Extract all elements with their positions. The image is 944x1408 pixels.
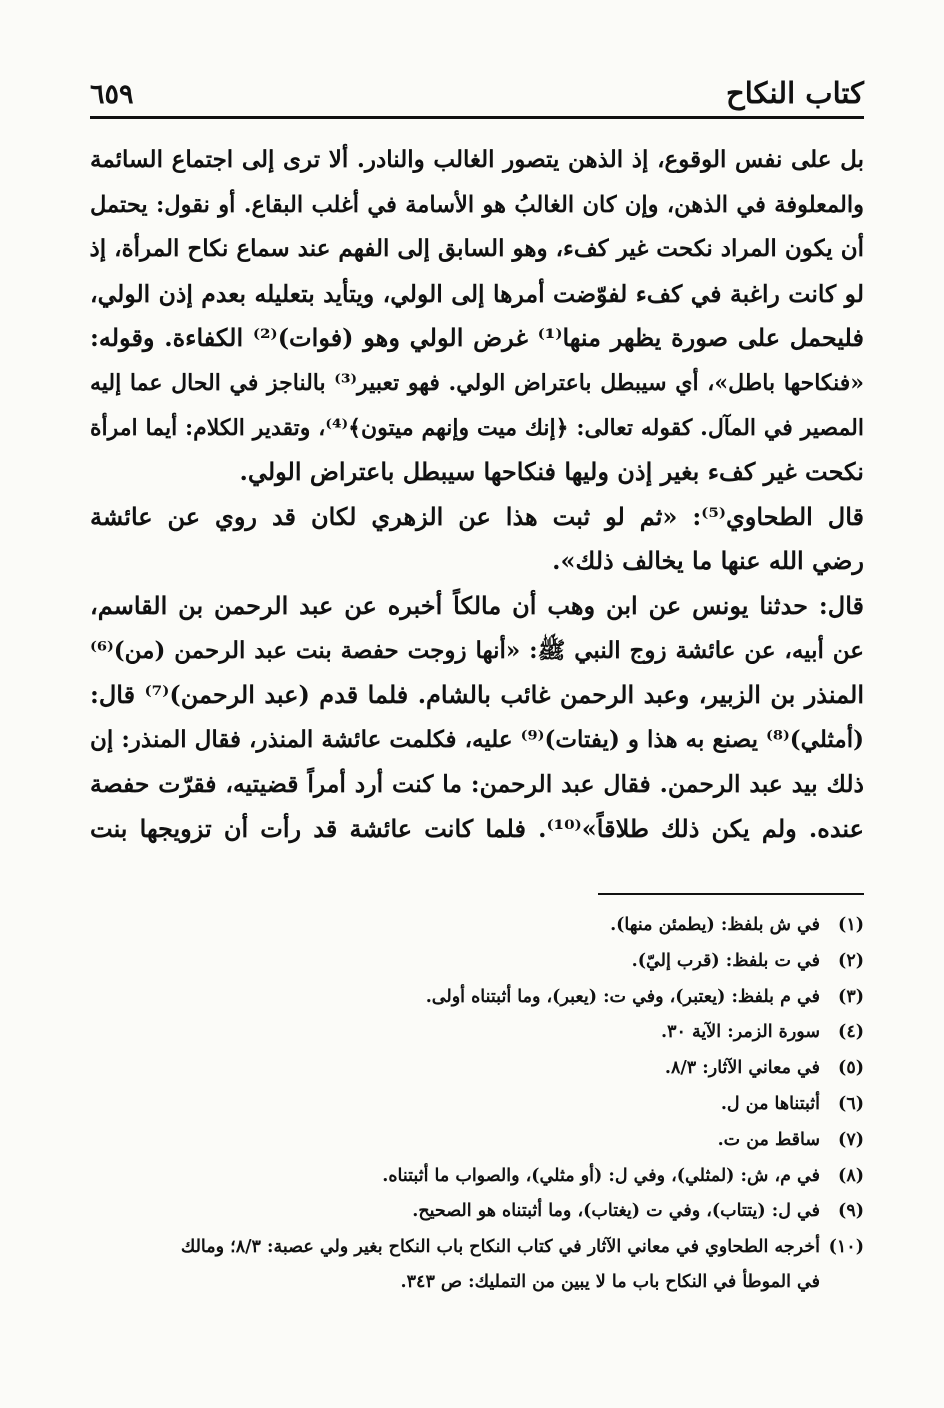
footnote: [90, 1194, 864, 1230]
text-line: قال: حدثنا يونس عن ابن وهب أن مالكاً أخبره عن عبد الرحمن بن القاسم،: [90, 590, 864, 620]
page-number: ٦٥٩: [90, 79, 134, 110]
footnote: [90, 1087, 864, 1123]
footnote-number: (٣): [838, 986, 864, 1007]
footnote: [90, 908, 864, 944]
footnote-text: في معاني الآثار: ٨/٣.: [664, 1058, 820, 1079]
footnote: [90, 944, 864, 980]
footnote-number: (١٠): [828, 1237, 864, 1258]
text-line: لو كانت راغبة في كفء لفوّضت أمرها إلى الولي، ويتأيد بتعليله بعدم إذن الولي،: [90, 279, 864, 308]
text-line: أن يكون المراد نكحت غير كفء، وهو السابق إلى الفهم عند سماع نكاح المرأة، إذ: [89, 235, 864, 263]
running-header: [90, 62, 864, 110]
text-line: قال الطحاوي⁽⁵⁾: «ثم لو ثبت هذا عن الزهري لكان قد روي عن عائشة: [90, 501, 865, 531]
text-line: عنده. ولم يكن ذلك طلاقاً»⁽¹⁰⁾. فلما كانت عائشة قد رأت أن تزويجها بنت: [90, 813, 864, 843]
text-line: ذلك بيد عبد الرحمن. فقال عبد الرحمن: ما كنت أرد أمراً قضيتيه، فقرّت حفصة: [90, 770, 864, 799]
text-line: والمعلوفة في الذهن، وإن كان الغالبُ هو الأسامة في أغلب البقاع. أو نقول: يحتمل: [90, 191, 864, 218]
footnote: [90, 1123, 864, 1159]
footnote-text: أثبتناها من ل.: [720, 1093, 820, 1114]
header-divider: [90, 116, 864, 119]
footnote-number: (٦): [838, 1093, 864, 1114]
footnotes: [90, 908, 864, 1298]
text-line: المصير في المآل. كقوله تعالى: ﴿إنك ميت وإنهم ميتون﴾⁽⁴⁾، وتقدير الكلام: أيما امرأة: [90, 414, 864, 441]
footnote-text: ساقط من ت.: [717, 1129, 820, 1150]
footnote-number: (٤): [838, 1022, 864, 1043]
footnote-divider: [598, 893, 864, 895]
main-text: [90, 138, 864, 852]
text-line: عن أبيه، عن عائشة زوج النبي ﷺ: «أنها زوجت حفصة بنت عبد الرحمن (من)⁽⁶⁾: [90, 636, 864, 664]
text-line: رضي الله عنها ما يخالف ذلك».: [552, 546, 864, 576]
chapter-title: كتاب النكاح: [725, 76, 864, 110]
footnote-text: في م، ش: (لمثلي)، وفي ل: (أو مثلي)، والصواب ما أثبتناه.: [382, 1165, 820, 1186]
footnote-text: في م بلفظ: (يعتبر)، وفي ت: (يعبر)، وما أثبتناه أولى.: [425, 986, 820, 1007]
footnote-number: (١): [838, 915, 864, 935]
footnote: [90, 1159, 864, 1195]
footnote-number: (٨): [838, 1165, 864, 1186]
text-line: بل على نفس الوقوع، إذ الذهن يتصور الغالب والنادر. ألا ترى إلى اجتماع السائمة: [90, 146, 864, 173]
footnote: [90, 1015, 864, 1051]
footnote-text: أخرجه الطحاوي في معاني الآثار في كتاب النكاح باب النكاح بغير ولي عصبة: ٨/٣؛ ومالك: [180, 1237, 820, 1258]
footnote-number: (٩): [838, 1201, 864, 1222]
footnote-text: في ش بلفظ: (يطمئن منها).: [610, 915, 820, 935]
text-line: نكحت غير كفء بغير إذن وليها فنكاحها سيبطل باعتراض الولي.: [239, 457, 864, 487]
footnote-continuation: في الموطأ في النكاح باب ما لا يبين من التمليك: ص ٣٤٣.: [400, 1271, 820, 1292]
footnote: [90, 1051, 864, 1087]
footnote-number: (٥): [838, 1058, 864, 1079]
footnote-text: سورة الزمر: الآية ٣٠.: [661, 1022, 820, 1043]
footnote-number: (٧): [838, 1129, 864, 1150]
footnote: [90, 1230, 864, 1266]
footnote-text: في ل: (يتتاب)، وفي ت (يغتاب)، وما أثبتناه هو الصحيح.: [412, 1201, 820, 1222]
text-line: المنذر بن الزبير، وعبد الرحمن غائب بالشام. فلما قدم (عبد الرحمن)⁽⁷⁾ قال:: [90, 680, 864, 710]
text-line: فليحمل على صورة يظهر منها⁽¹⁾ غرض الولي وهو (فوات)⁽²⁾ الكفاءة. وقوله:: [90, 323, 864, 353]
text-line: «فنكاحها باطل»، أي سيبطل باعتراض الولي. فهو تعبير⁽³⁾ بالناجز في الحال عما إليه: [90, 369, 864, 396]
footnote-text: في ت بلفظ: (قرب إليّ).: [631, 950, 820, 971]
footnote-number: (٢): [838, 950, 864, 971]
text-line: (أمثلي)⁽⁸⁾ يصنع به هذا و (يفتات)⁽⁹⁾ عليه، فكلمت عائشة المنذر، فقال المنذر: إن: [90, 725, 864, 753]
footnote: [90, 980, 864, 1016]
